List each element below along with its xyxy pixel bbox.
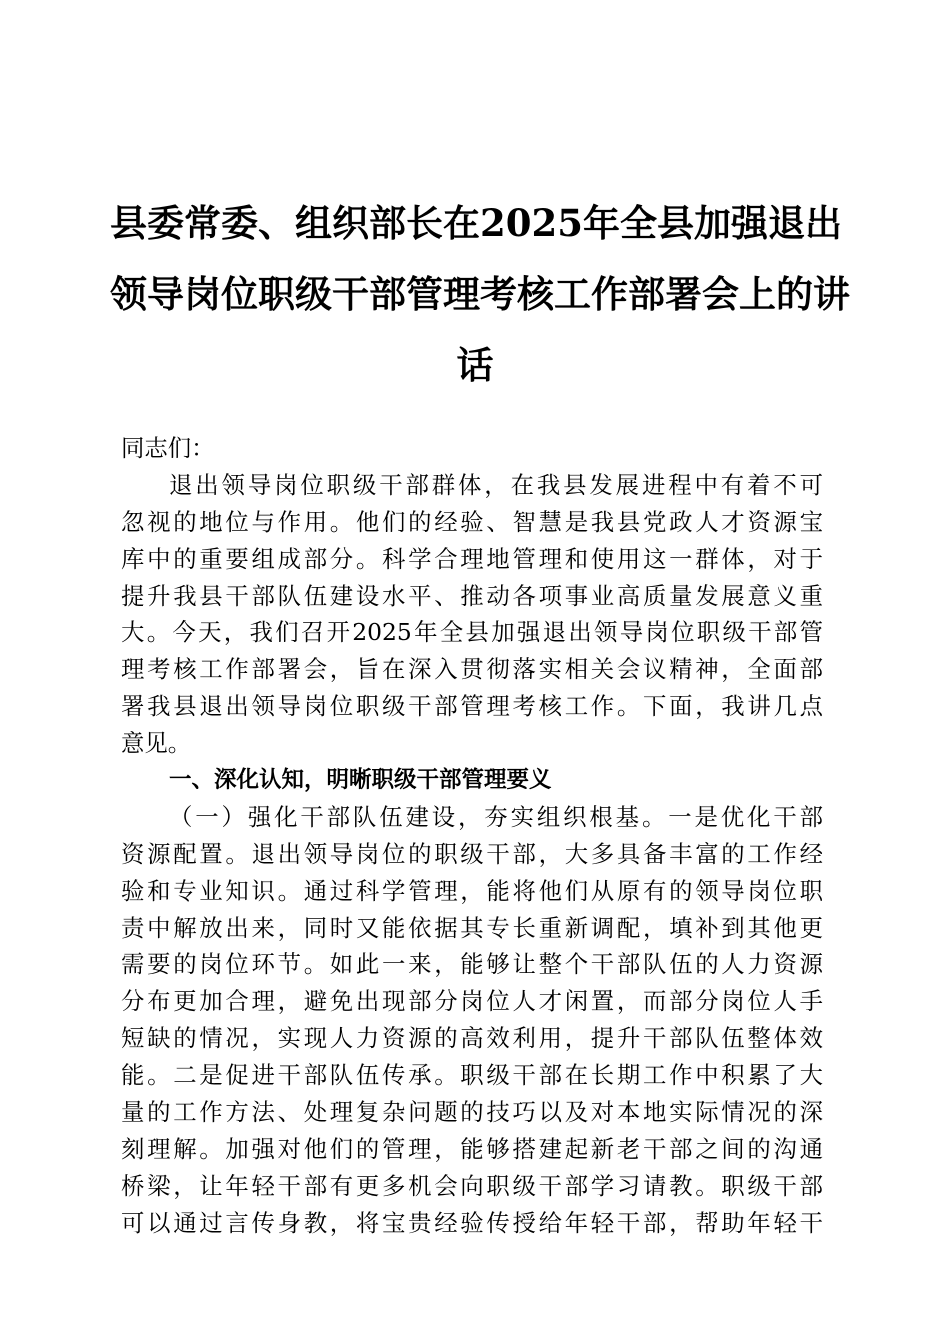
intro-line: 大。今天，我们召开2025年全县加强退出领导岗位职级干部管 — [121, 618, 823, 647]
document-title — [110, 188, 850, 401]
section-line: （一）强化干部队伍建设，夯实组织根基。一是优化干部 — [169, 802, 823, 831]
intro-line: 理考核工作部署会，旨在深入贯彻落实相关会议精神，全面部 — [121, 655, 823, 684]
intro-line: 退出领导岗位职级干部群体，在我县发展进程中有着不可 — [169, 470, 823, 499]
intro-line: 库中的重要组成部分。科学合理地管理和使用这一群体，对于 — [121, 544, 823, 573]
title-line-2: 领导岗位职级干部管理考核工作部署会上的讲 — [110, 272, 850, 316]
section-line: 责中解放出来，同时又能依据其专长重新调配，填补到其他更 — [121, 913, 823, 942]
section-line: 刻理解。加强对他们的管理，能够搭建起新老干部之间的沟通 — [121, 1134, 823, 1163]
section-line: 短缺的情况，实现人力资源的高效利用，提升干部队伍整体效 — [121, 1024, 823, 1053]
section-line: 桥梁，让年轻干部有更多机会向职级干部学习请教。职级干部 — [121, 1171, 823, 1200]
section-line: 量的工作方法、处理复杂问题的技巧以及对本地实际情况的深 — [121, 1098, 823, 1127]
section-line: 验和专业知识。通过科学管理，能将他们从原有的领导岗位职 — [121, 876, 823, 905]
title-line-3: 话 — [456, 343, 494, 387]
salutation: 同志们： — [121, 434, 215, 462]
section-line: 资源配置。退出领导岗位的职级干部，大多具备丰富的工作经 — [121, 839, 823, 868]
section-heading: 一、深化认知，明晰职级干部管理要义 — [169, 767, 552, 794]
document-body — [121, 430, 823, 1242]
section-line: 可以通过言传身教，将宝贵经验传授给年轻干部，帮助年轻干 — [121, 1208, 823, 1237]
intro-line: 忽视的地位与作用。他们的经验、智慧是我县党政人才资源宝 — [121, 507, 823, 536]
intro-line: 提升我县干部队伍建设水平、推动各项事业高质量发展意义重 — [121, 581, 823, 610]
section-line: 需要的岗位环节。如此一来，能够让整个干部队伍的人力资源 — [121, 950, 823, 979]
intro-line: 意见。 — [121, 729, 192, 758]
section-line: 分布更加合理，避免出现部分岗位人才闲置，而部分岗位人手 — [121, 987, 823, 1016]
intro-line: 署我县退出领导岗位职级干部管理考核工作。下面，我讲几点 — [121, 692, 823, 721]
title-line-1: 县委常委、组织部长在2025年全县加强退出 — [110, 201, 842, 245]
section-line: 能。二是促进干部队伍传承。职级干部在长期工作中积累了大 — [121, 1061, 823, 1090]
